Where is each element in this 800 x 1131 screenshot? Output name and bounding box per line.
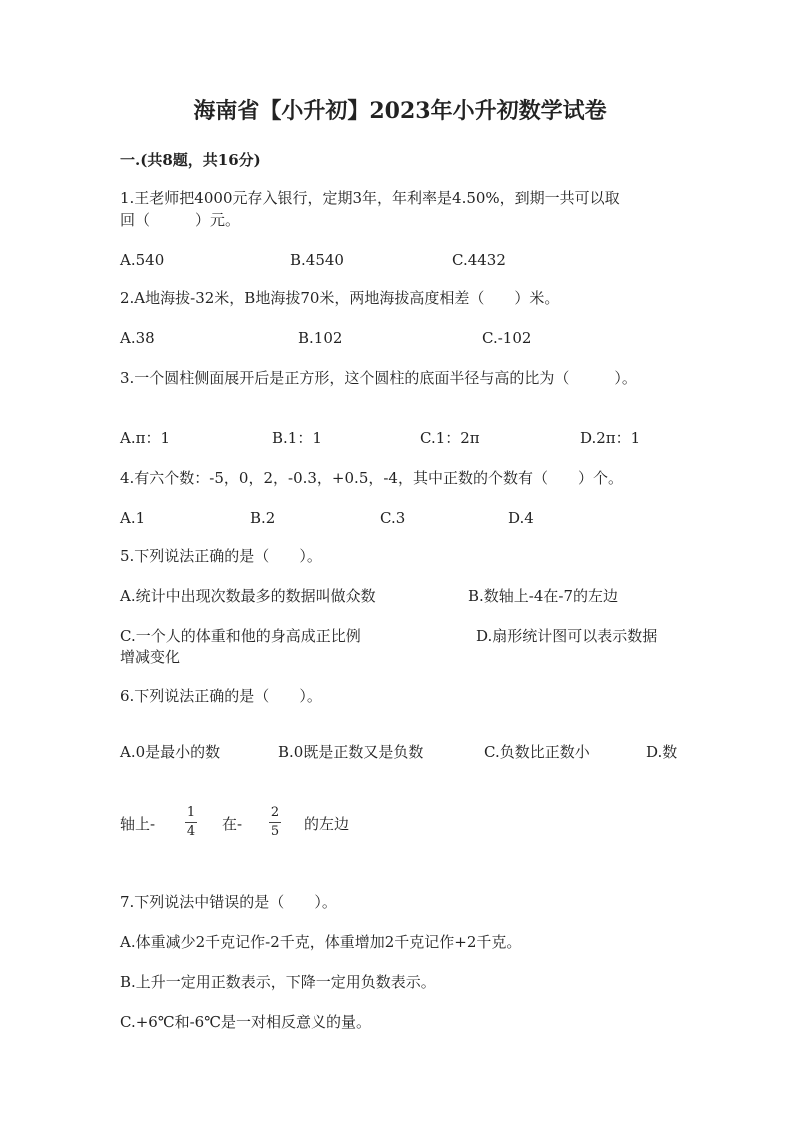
fraction-1-bar [185, 822, 197, 823]
page-title: 海南省【小升初】2023年小升初数学试卷 [193, 98, 607, 124]
fraction-2-numerator: 2 [270, 805, 280, 820]
question-6-option-b: B.0既是正数又是负数 [278, 743, 424, 761]
fraction-1-denominator: 4 [186, 824, 196, 839]
fraction-1-numerator: 1 [186, 805, 196, 820]
question-5-option-c: C.一个人的体重和他的身高成正比例 [120, 627, 361, 645]
question-4-text: 4.有六个数：-5，0，2，-0.3，+0.5，-4，其中正数的个数有（ ）个。 [120, 469, 623, 487]
question-4-option-d: D.4 [508, 509, 534, 527]
fraction-one-quarter [183, 805, 199, 840]
question-6-option-d-prefix: 轴上- [120, 815, 156, 833]
question-3-option-c: C.1：2π [420, 429, 480, 447]
question-2-option-b: B.102 [298, 329, 343, 347]
question-1-text-line2: 回（ ）元。 [120, 211, 241, 229]
question-6-option-a: A.0是最小的数 [120, 743, 221, 761]
question-3-option-d: D.2π：1 [580, 429, 641, 447]
question-6-option-c: C.负数比正数小 [484, 743, 590, 761]
question-3-option-a: A.π：1 [120, 429, 171, 447]
question-4-option-b: B.2 [250, 509, 276, 527]
question-2-option-c: C.-102 [482, 329, 532, 347]
question-1-option-a: A.540 [120, 251, 165, 269]
fraction-two-fifths [267, 805, 283, 840]
question-7-option-a: A.体重减少2千克记作-2千克，体重增加2千克记作+2千克。 [120, 933, 522, 951]
question-5-option-d: D.扇形统计图可以表示数据 [476, 627, 658, 645]
question-7-text: 7.下列说法中错误的是（ ）。 [120, 893, 337, 911]
question-2-option-a: A.38 [120, 329, 155, 347]
question-6-text: 6.下列说法正确的是（ ）。 [120, 687, 322, 705]
question-1-text-line1: 1.王老师把4000元存入银行，定期3年，年利率是4.50%，到期一共可以取 [120, 189, 620, 207]
question-7-option-b: B.上升一定用正数表示，下降一定用负数表示。 [120, 973, 436, 991]
fraction-2-bar [269, 822, 281, 823]
question-2-text: 2.A地海拔-32米，B地海拔70米，两地海拔高度相差（ ）米。 [120, 289, 560, 307]
question-6-option-d: D.数 [646, 743, 678, 761]
question-5-option-b: B.数轴上-4在-7的左边 [468, 587, 619, 605]
section-heading: 一.(共8题，共16分) [120, 151, 261, 169]
question-6-option-d-end: 的左边 [304, 815, 350, 833]
question-1-option-c: C.4432 [452, 251, 506, 269]
question-5-option-a: A.统计中出现次数最多的数据叫做众数 [120, 587, 376, 605]
question-5-option-d-continued: 增减变化 [120, 648, 181, 666]
fraction-2-denominator: 5 [270, 824, 280, 839]
question-3-text: 3.一个圆柱侧面展开后是正方形，这个圆柱的底面半径与高的比为（ ）。 [120, 369, 637, 387]
question-6-option-d-middle: 在- [222, 815, 243, 833]
question-7-option-c: C.+6℃和-6℃是一对相反意义的量。 [120, 1013, 371, 1031]
question-4-option-a: A.1 [120, 509, 146, 527]
question-5-text: 5.下列说法正确的是（ ）。 [120, 547, 322, 565]
question-3-option-b: B.1：1 [272, 429, 322, 447]
question-1-option-b: B.4540 [290, 251, 344, 269]
question-4-option-c: C.3 [380, 509, 406, 527]
